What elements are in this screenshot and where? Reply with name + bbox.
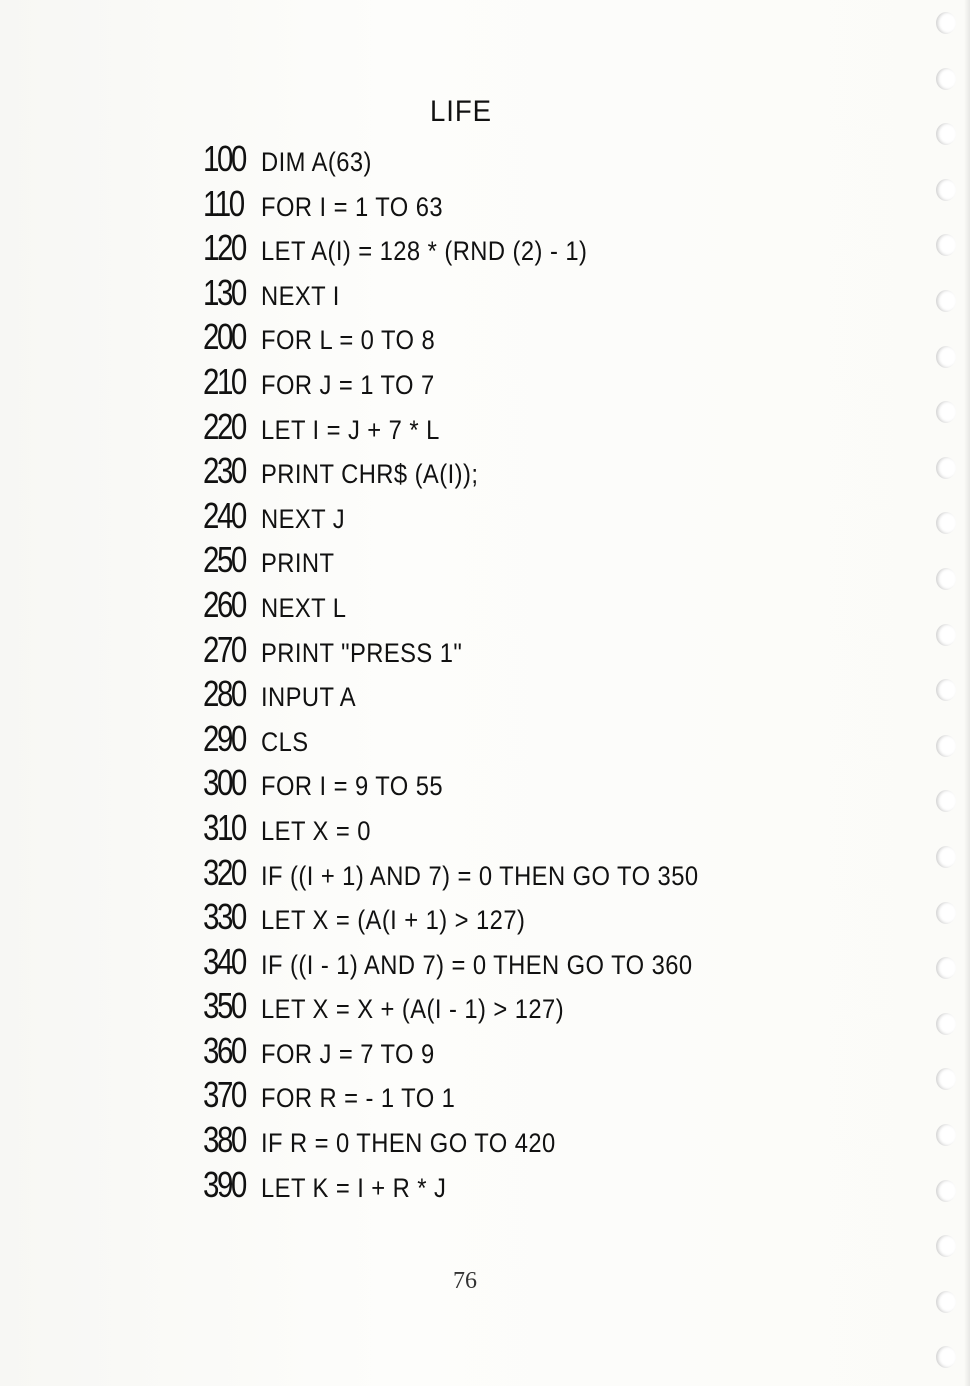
code-line: [203, 450, 758, 495]
code-line: [203, 1164, 758, 1209]
binding-hole: [936, 1235, 956, 1257]
code-line: [203, 673, 758, 718]
line-number: 350: [203, 985, 245, 1027]
code-line: [203, 896, 758, 941]
code-statement: LET K = I + R * J: [261, 1172, 447, 1203]
binding-hole: [936, 735, 956, 757]
line-number: 240: [203, 494, 245, 536]
binding-hole: [936, 346, 956, 368]
binding-hole: [936, 123, 956, 145]
binding-hole: [936, 290, 956, 312]
binding-hole: [936, 1346, 956, 1368]
code-line: [203, 227, 758, 272]
line-number: 130: [203, 271, 245, 313]
line-number: 360: [203, 1029, 245, 1071]
code-statement: CLS: [261, 726, 309, 757]
code-statement: LET X = 0: [261, 815, 371, 846]
code-line: [203, 495, 758, 540]
code-line: [203, 718, 758, 763]
code-line: [203, 1030, 758, 1075]
page-number: 76: [453, 1268, 477, 1294]
line-number: 260: [203, 583, 245, 625]
code-statement: IF R = 0 THEN GO TO 420: [261, 1128, 556, 1159]
binding-hole: [936, 457, 956, 479]
code-statement: INPUT A: [261, 682, 357, 713]
binding-hole: [936, 957, 956, 979]
binding-hole: [936, 234, 956, 256]
code-line: [203, 138, 758, 183]
line-number: 100: [203, 138, 245, 179]
spiral-binding: [920, 0, 970, 1386]
binding-hole: [936, 1291, 956, 1313]
binding-hole: [936, 846, 956, 868]
binding-hole: [936, 512, 956, 534]
code-statement: FOR L = 0 TO 8: [261, 325, 436, 356]
page-edge-shadow: [964, 0, 970, 1386]
code-statement: FOR J = 7 TO 9: [261, 1038, 435, 1069]
code-statement: PRINT "PRESS 1": [261, 637, 463, 668]
code-line: [203, 539, 758, 584]
code-statement: IF ((I - 1) AND 7) = 0 THEN GO TO 360: [261, 949, 693, 980]
code-statement: PRINT: [261, 548, 335, 579]
code-statement: PRINT CHR$ (A(I));: [261, 459, 479, 490]
code-line: [203, 272, 758, 317]
binding-hole: [936, 679, 956, 701]
code-line: [203, 316, 758, 361]
code-line: [203, 985, 758, 1030]
code-statement: LET I = J + 7 * L: [261, 414, 440, 445]
code-statement: NEXT I: [261, 280, 340, 311]
code-statement: FOR J = 1 TO 7: [261, 369, 435, 400]
code-line: [203, 406, 758, 451]
binding-hole: [936, 179, 956, 201]
binding-hole: [936, 1180, 956, 1202]
binding-hole: [936, 401, 956, 423]
line-number: 380: [203, 1119, 245, 1161]
line-number: 250: [203, 539, 245, 581]
binding-hole: [936, 68, 956, 90]
line-number: 110: [203, 182, 243, 224]
line-number: 200: [203, 316, 245, 358]
code-statement: FOR R = - 1 TO 1: [261, 1083, 456, 1114]
code-line: [203, 584, 758, 629]
code-line: [203, 629, 758, 674]
line-number: 270: [203, 628, 245, 670]
binding-hole: [936, 624, 956, 646]
code-statement: LET X = X + (A(I - 1) > 127): [261, 994, 565, 1025]
line-number: 290: [203, 717, 245, 759]
program-title: LIFE: [430, 95, 492, 128]
code-statement: NEXT J: [261, 503, 346, 534]
line-number: 330: [203, 896, 245, 938]
binding-hole: [936, 902, 956, 924]
code-statement: FOR I = 9 TO 55: [261, 771, 444, 802]
binding-hole: [936, 790, 956, 812]
code-line: [203, 941, 758, 986]
code-statement: FOR I = 1 TO 63: [261, 191, 444, 222]
code-line: [203, 1074, 758, 1119]
binding-hole: [936, 1124, 956, 1146]
line-number: 280: [203, 673, 245, 715]
binding-hole: [936, 568, 956, 590]
basic-listing: [203, 138, 758, 1208]
code-statement: LET X = (A(I + 1) > 127): [261, 905, 526, 936]
line-number: 220: [203, 405, 245, 447]
code-statement: IF ((I + 1) AND 7) = 0 THEN GO TO 350: [261, 860, 699, 891]
line-number: 120: [203, 227, 245, 269]
code-statement: DIM A(63): [261, 147, 372, 177]
line-number: 370: [203, 1074, 245, 1116]
binding-hole: [936, 12, 956, 34]
code-line: [203, 183, 758, 228]
code-line: [203, 1119, 758, 1164]
code-line: [203, 852, 758, 897]
line-number: 340: [203, 940, 245, 982]
line-number: 230: [203, 450, 245, 492]
code-statement: LET A(I) = 128 * (RND (2) - 1): [261, 236, 588, 267]
line-number: 210: [203, 360, 245, 402]
code-line: [203, 762, 758, 807]
line-number: 320: [203, 851, 245, 893]
code-line: [203, 807, 758, 852]
line-number: 390: [203, 1163, 245, 1205]
code-statement: NEXT L: [261, 592, 347, 623]
line-number: 310: [203, 806, 245, 848]
line-number: 300: [203, 762, 245, 804]
binding-hole: [936, 1068, 956, 1090]
code-line: [203, 361, 758, 406]
binding-hole: [936, 1013, 956, 1035]
